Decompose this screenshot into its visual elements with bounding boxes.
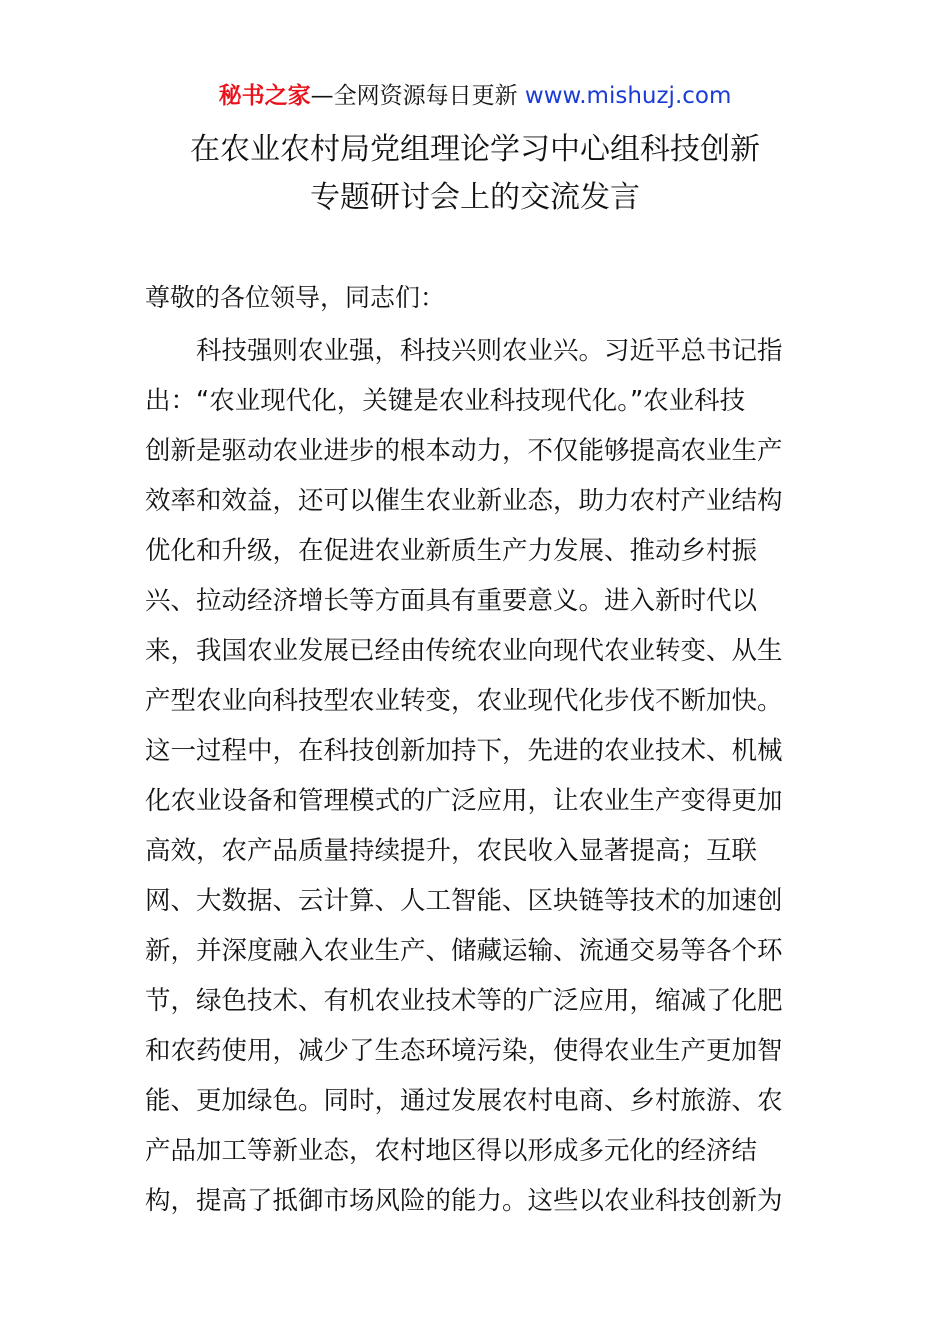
- site-url-link[interactable]: www.mishuzj.com: [524, 83, 732, 109]
- body-line: 构，提高了抵御市场风险的能力。这些以农业科技创新为: [145, 1186, 783, 1216]
- body-line: 出：“农业现代化，关键是农业科技现代化。”农业科技: [145, 386, 746, 416]
- title-line-2: 专题研讨会上的交流发言: [310, 180, 640, 215]
- body-line: 产品加工等新业态，农村地区得以形成多元化的经济结: [145, 1136, 758, 1166]
- body-line: 节，绿色技术、有机农业技术等的广泛应用，缩减了化肥: [145, 986, 783, 1016]
- site-header-banner: [0, 80, 950, 112]
- body-paragraph: [145, 326, 825, 1226]
- body-line: 高效，农产品质量持续提升，农民收入显著提高；互联: [145, 836, 758, 866]
- body-line: 优化和升级，在促进农业新质生产力发展、推动乡村振: [145, 536, 758, 566]
- brand-name: 秘书之家: [218, 83, 311, 109]
- body-line: 来，我国农业发展已经由传统农业向现代农业转变、从生: [145, 636, 783, 666]
- body-line: 创新是驱动农业进步的根本动力，不仅能够提高农业生产: [145, 436, 783, 466]
- header-tagline: —全网资源每日更新: [310, 83, 525, 109]
- body-line: 这一过程中，在科技创新加持下，先进的农业技术、机械: [145, 736, 783, 766]
- body-line: 能、更加绿色。同时，通过发展农村电商、乡村旅游、农: [145, 1086, 783, 1116]
- body-line: 科技强则农业强，科技兴则农业兴。习近平总书记指: [196, 336, 783, 366]
- body-line: 兴、拉动经济增长等方面具有重要意义。进入新时代以: [145, 586, 758, 616]
- body-line: 和农药使用，减少了生态环境污染，使得农业生产更加智: [145, 1036, 783, 1066]
- document-title: [0, 126, 950, 222]
- body-line: 化农业设备和管理模式的广泛应用，让农业生产变得更加: [145, 786, 783, 816]
- title-line-1: 在农业农村局党组理论学习中心组科技创新: [190, 132, 760, 167]
- body-line: 效率和效益，还可以催生农业新业态，助力农村产业结构: [145, 486, 783, 516]
- body-line: 网、大数据、云计算、人工智能、区块链等技术的加速创: [145, 886, 783, 916]
- body-line: 产型农业向科技型农业转变，农业现代化步伐不断加快。: [145, 686, 783, 716]
- body-line: 新，并深度融入农业生产、储藏运输、流通交易等各个环: [145, 936, 783, 966]
- salutation: 尊敬的各位领导，同志们：: [145, 283, 446, 312]
